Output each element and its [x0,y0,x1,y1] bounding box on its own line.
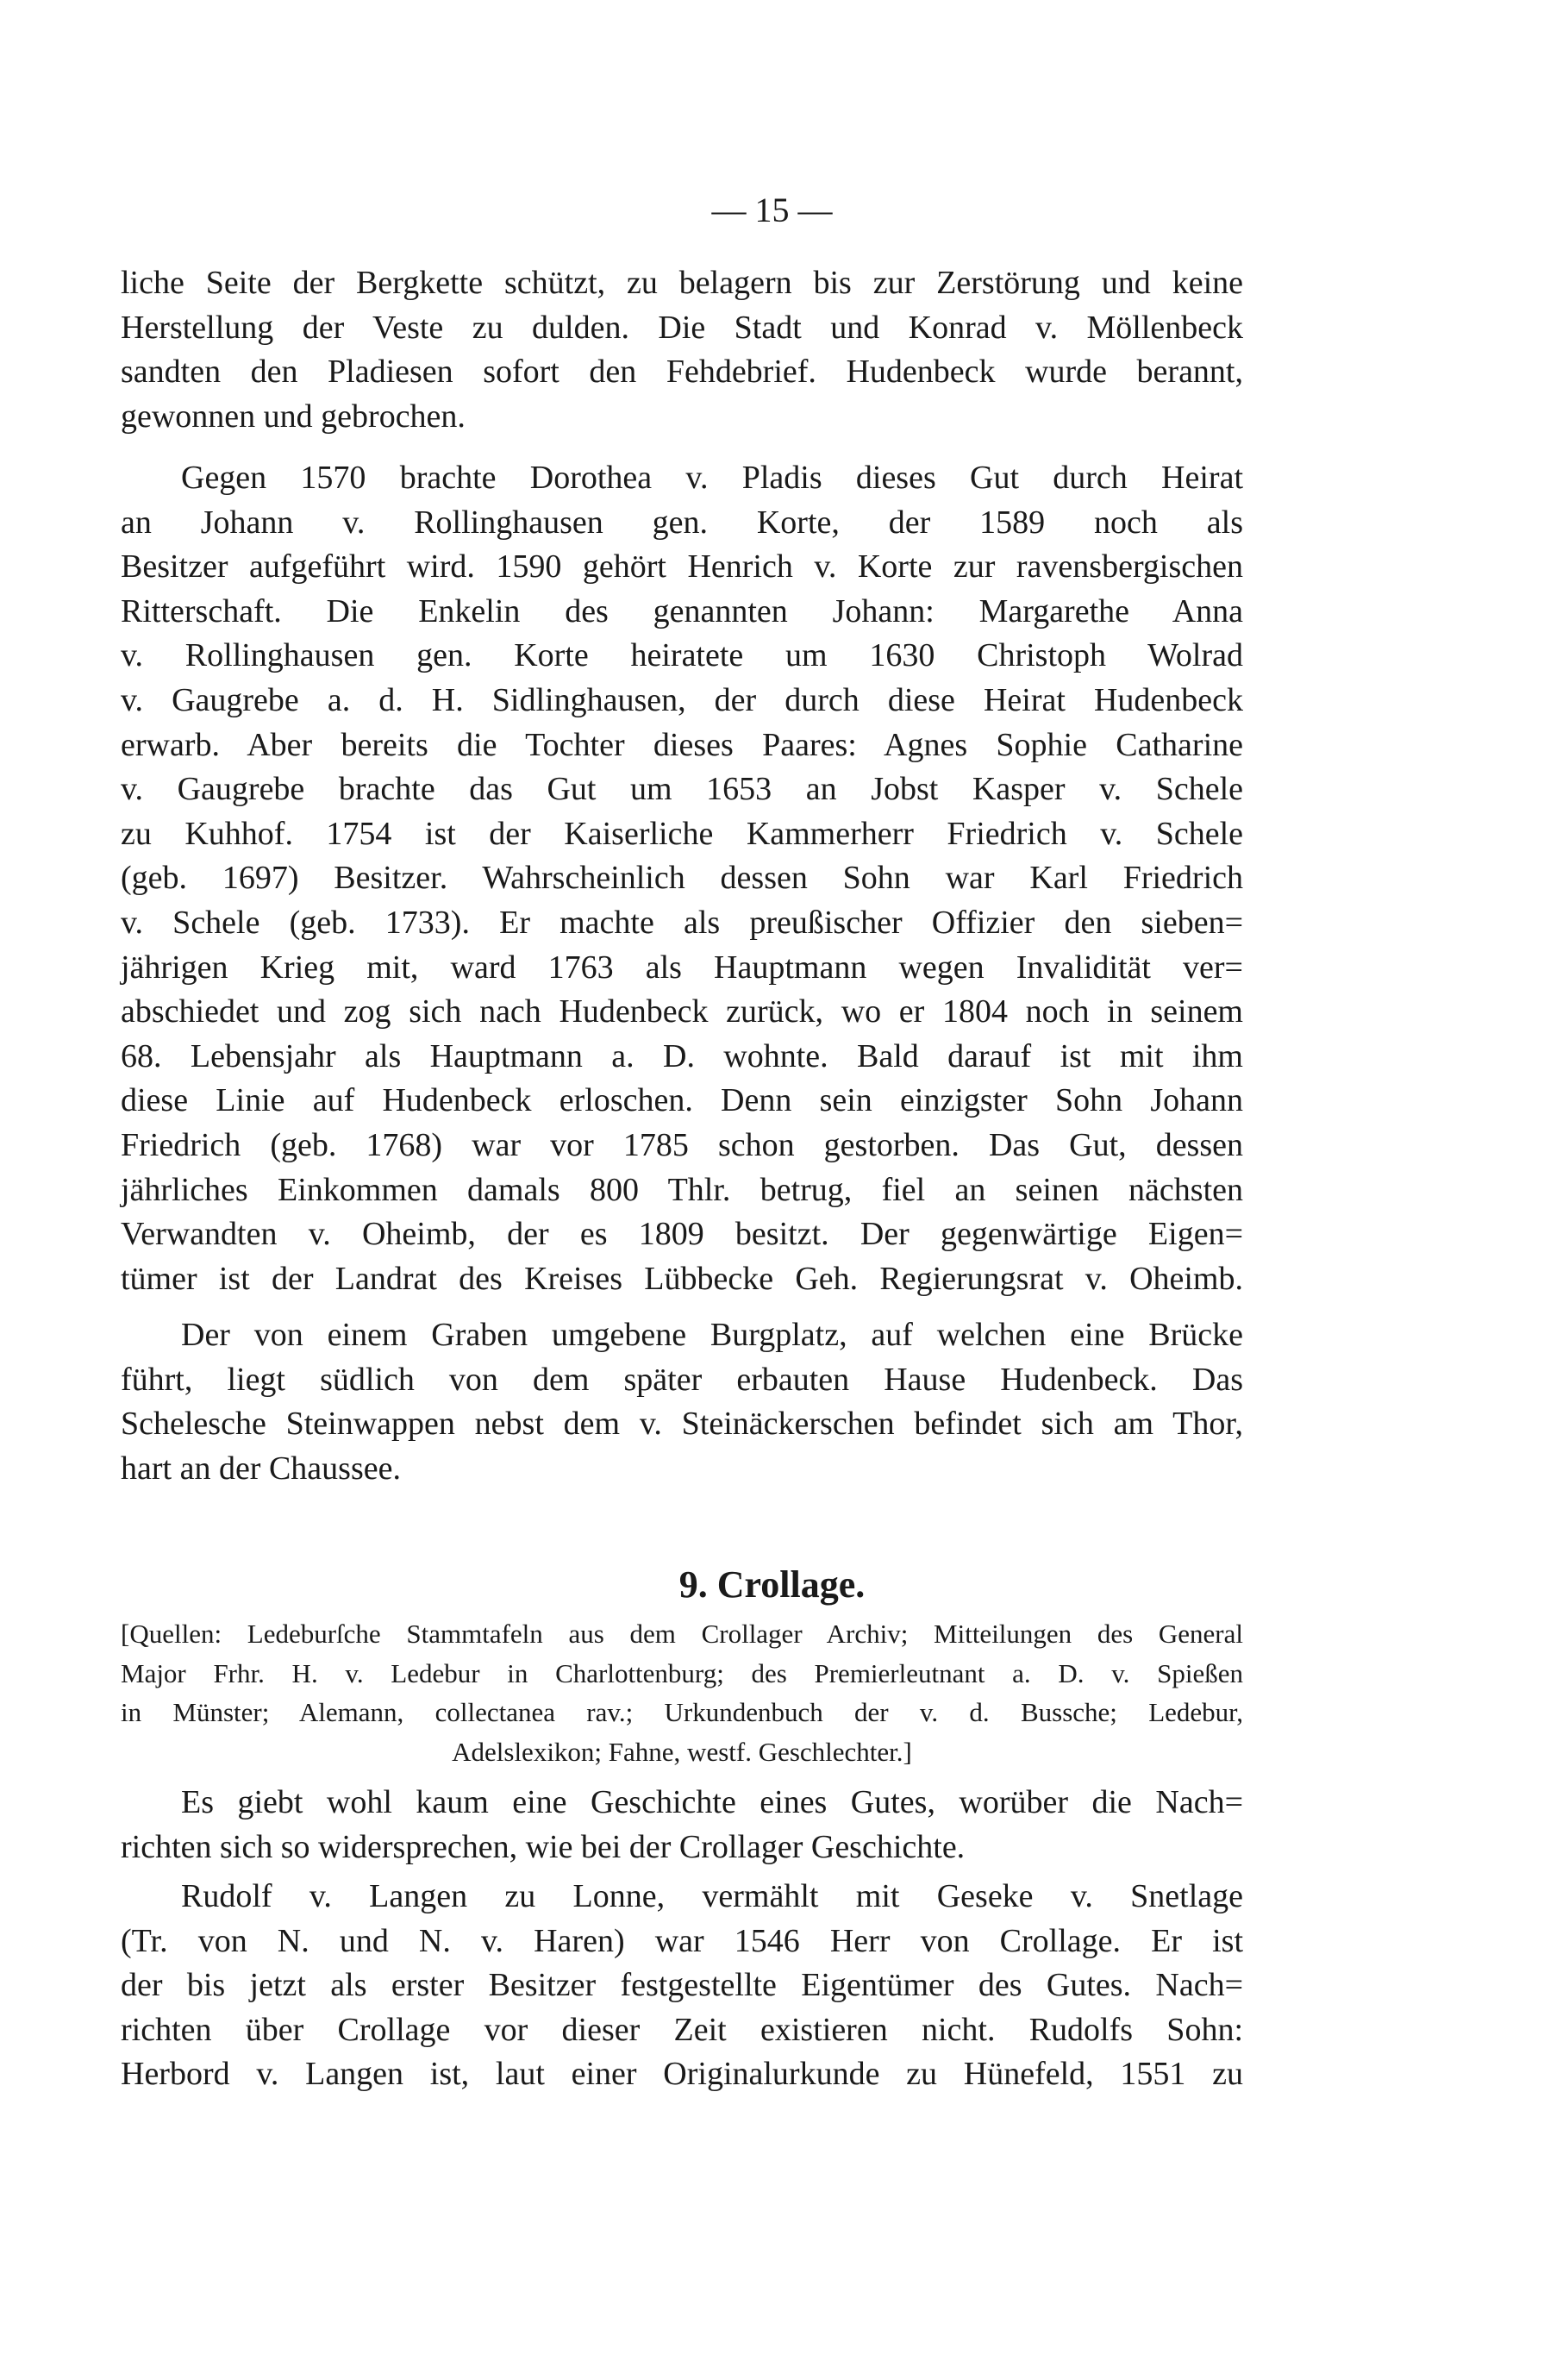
paragraph [121,1313,1243,1491]
text-line: (geb. 1697) Besitzer. Wahrscheinlich dessen Sohn war Karl Friedrich [121,860,1243,897]
text-line: v. Gaugrebe brachte das Gut um 1653 an Jobst Kasper v. Schele [121,771,1243,808]
text-line: liche Seite der Bergkette schützt, zu belagern bis zur Zerstörung und keine [121,265,1243,301]
text-line: Rudolf v. Langen zu Lonne, vermählt mit Geseke v. Snetlage [181,1878,1243,1914]
text-line: diese Linie auf Hudenbeck erloschen. Denn sein einzigster Sohn Johann [121,1082,1243,1119]
text-line: Verwandten v. Oheimb, der es 1809 besitzt. Der gegenwärtige Eigen= [121,1216,1243,1253]
text-line: richten über Crollage vor dieser Zeit existieren nicht. Rudolfs Sohn: [121,2011,1243,2048]
text-line: an Johann v. Rollinghausen gen. Korte, der 1589 noch als [121,504,1243,541]
text-line: hart an der Chaussee. [121,1450,401,1487]
text-line: Schelesche Steinwappen nebst dem v. Steinäckerschen befindet sich am Thor, [121,1406,1243,1443]
text-line: Herstellung der Veste zu dulden. Die Stadt und Konrad v. Möllenbeck [121,309,1243,346]
text-line: abschiedet und zog sich nach Hudenbeck zurück, wo er 1804 noch in seinem [121,993,1243,1030]
text-line: 68. Lebensjahr als Hauptmann a. D. wohnte. Bald darauf ist mit ihm [121,1037,1243,1074]
paragraph [121,456,1243,1301]
text-line: (Tr. von N. und N. v. Haren) war 1546 Herr von Crollage. Er ist [121,1922,1243,1959]
paragraph [121,1781,1243,1870]
text-line: sandten den Pladiesen sofort den Fehdebrief. Hudenbeck wurde berannt, [121,354,1243,391]
page-number: — 15 — [711,191,833,229]
text-line: v. Rollinghausen gen. Korte heiratete um 1630 Christoph Wolrad [121,637,1243,674]
paragraph [121,1875,1243,2097]
text-line: führt, liegt südlich von dem später erbauten Hause Hudenbeck. Das [121,1361,1243,1398]
text-line: Ritterschaft. Die Enkelin des genannten Johann: Margarethe Anna [121,592,1243,629]
source-line: in Münster; Alemann, collectanea rav.; Urkundenbuch der v. d. Bussche; Ledebur, [121,1697,1243,1727]
text-line: erwarb. Aber bereits die Tochter dieses Paares: Agnes Sophie Catharine [121,726,1243,763]
text-line: Gegen 1570 brachte Dorothea v. Pladis dieses Gut durch Heirat [181,460,1243,496]
text-line: zu Kuhhof. 1754 ist der Kaiserliche Kammerherr Friedrich v. Schele [121,815,1243,852]
text-line: Friedrich (geb. 1768) war vor 1785 schon gestorben. Das Gut, dessen [121,1126,1243,1163]
source-line: Major Frhr. H. v. Ledebur in Charlottenburg; des Premierleutnant a. D. v. Spießen [121,1657,1243,1688]
text-line: Herbord v. Langen ist, laut einer Originalurkunde zu Hünefeld, 1551 zu [121,2056,1243,2093]
text-line: v. Gaugrebe a. d. H. Sidlinghausen, der durch diese Heirat Hudenbeck [121,681,1243,718]
text-line: v. Schele (geb. 1733). Er machte als preußischer Offizier den sieben= [121,904,1243,941]
text-line: der bis jetzt als erster Besitzer festgestellte Eigentümer des Gutes. Nach= [121,1967,1243,2004]
text-line: Besitzer aufgeführt wird. 1590 gehört Henrich v. Korte zur ravensbergischen [121,548,1243,586]
section-heading: 9. Crollage. [678,1563,866,1606]
text-line: gewonnen und gebrochen. [121,398,466,435]
text-line: jährigen Krieg mit, ward 1763 als Hauptmann wegen Invalidität ver= [121,949,1243,986]
text-line: richten sich so widersprechen, wie bei der Crollager Geschichte. [121,1828,966,1865]
text-line: Es giebt wohl kaum eine Geschichte eines Gutes, worüber die Nach= [181,1784,1243,1820]
paragraph [121,261,1243,439]
text-line: Der von einem Graben umgebene Burgplatz, auf welchen eine Brücke [181,1317,1243,1353]
source-line: [Quellen: Ledeburſche Stammtafeln aus dem Crollager Archiv; Mitteilungen des General [121,1619,1243,1649]
text-line: tümer ist der Landrat des Kreises Lübbecke Geh. Regierungsrat v. Oheimb. [121,1260,1243,1297]
source-line: Adelslexikon; Fahne, westf. Geschlechter.] [452,1736,912,1767]
text-line: jährliches Einkommen damals 800 Thlr. betrug, fiel an seinen nächsten [121,1171,1243,1208]
sources-note [121,1614,1243,1771]
